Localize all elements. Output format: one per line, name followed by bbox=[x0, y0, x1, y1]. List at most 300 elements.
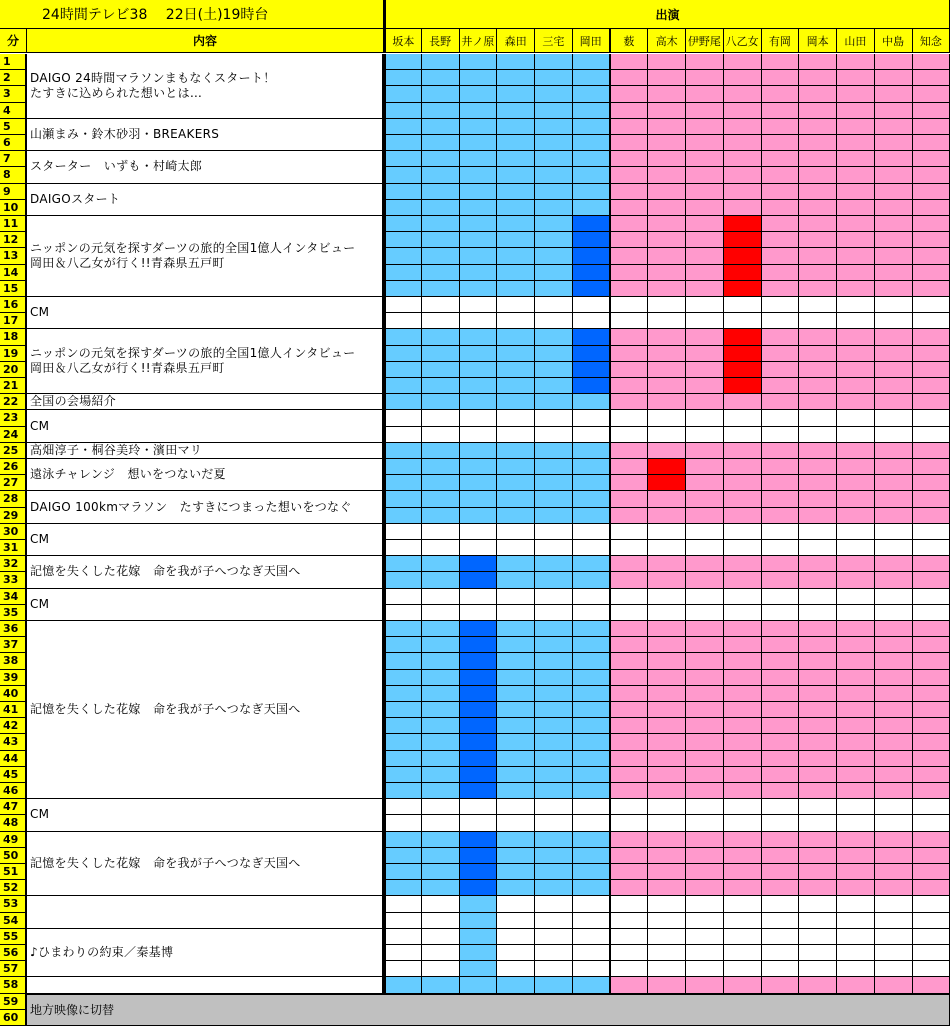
minute-label: 22 bbox=[0, 394, 27, 410]
schedule-cell bbox=[837, 524, 875, 540]
schedule-cell bbox=[573, 346, 611, 362]
schedule-cell bbox=[724, 475, 762, 491]
schedule-cell bbox=[422, 783, 460, 799]
schedule-cell bbox=[384, 864, 422, 880]
schedule-cell bbox=[460, 151, 498, 167]
schedule-cell bbox=[384, 621, 422, 637]
schedule-cell bbox=[611, 864, 649, 880]
segment-content: DAIGOスタート bbox=[27, 184, 384, 216]
schedule-cell bbox=[573, 718, 611, 734]
minute-label: 29 bbox=[0, 508, 27, 524]
schedule-cell bbox=[875, 70, 913, 86]
schedule-cell bbox=[497, 670, 535, 686]
schedule-cell bbox=[422, 977, 460, 993]
schedule-cell bbox=[686, 815, 724, 831]
schedule-cell bbox=[913, 281, 950, 297]
schedule-cell bbox=[762, 686, 800, 702]
schedule-cell bbox=[762, 410, 800, 426]
schedule-cell bbox=[837, 734, 875, 750]
schedule-cell bbox=[422, 556, 460, 572]
schedule-cell bbox=[686, 443, 724, 459]
schedule-cell bbox=[535, 54, 573, 70]
schedule-cell bbox=[384, 491, 422, 507]
schedule-cell bbox=[762, 880, 800, 896]
schedule-cell bbox=[762, 70, 800, 86]
schedule-cell bbox=[573, 167, 611, 183]
schedule-cell bbox=[837, 605, 875, 621]
schedule-cell bbox=[497, 313, 535, 329]
schedule-cell bbox=[875, 200, 913, 216]
schedule-cell bbox=[799, 167, 837, 183]
schedule-cell bbox=[535, 119, 573, 135]
minute-label: 54 bbox=[0, 913, 27, 929]
schedule-cell bbox=[837, 540, 875, 556]
schedule-cell bbox=[611, 54, 649, 70]
schedule-cell bbox=[573, 961, 611, 977]
schedule-cell bbox=[384, 945, 422, 961]
schedule-cell bbox=[913, 346, 950, 362]
schedule-cell bbox=[422, 929, 460, 945]
schedule-cell bbox=[497, 686, 535, 702]
schedule-cell bbox=[875, 459, 913, 475]
schedule-cell bbox=[460, 524, 498, 540]
schedule-cell bbox=[460, 913, 498, 929]
schedule-cell bbox=[611, 637, 649, 653]
segment-content: 山瀬まみ・鈴木砂羽・BREAKERS bbox=[27, 119, 384, 151]
schedule-cell bbox=[799, 799, 837, 815]
schedule-cell bbox=[535, 589, 573, 605]
schedule-cell bbox=[875, 184, 913, 200]
schedule-cell bbox=[837, 670, 875, 686]
schedule-cell bbox=[535, 605, 573, 621]
schedule-cell bbox=[913, 378, 950, 394]
schedule-cell bbox=[611, 70, 649, 86]
schedule-cell bbox=[837, 589, 875, 605]
schedule-cell bbox=[837, 864, 875, 880]
schedule-cell bbox=[573, 103, 611, 119]
schedule-cell bbox=[460, 167, 498, 183]
minute-label: 9 bbox=[0, 184, 27, 200]
schedule-cell bbox=[837, 961, 875, 977]
schedule-cell bbox=[648, 313, 686, 329]
schedule-cell bbox=[497, 653, 535, 669]
schedule-cell bbox=[535, 378, 573, 394]
schedule-cell bbox=[648, 767, 686, 783]
schedule-cell bbox=[762, 167, 800, 183]
schedule-cell bbox=[535, 556, 573, 572]
schedule-cell bbox=[422, 297, 460, 313]
schedule-cell bbox=[762, 961, 800, 977]
schedule-cell bbox=[724, 524, 762, 540]
performer-header: 伊野尾 bbox=[686, 29, 724, 53]
minute-label: 41 bbox=[0, 702, 27, 718]
schedule-cell bbox=[460, 119, 498, 135]
schedule-cell bbox=[875, 961, 913, 977]
schedule-cell bbox=[611, 346, 649, 362]
schedule-cell bbox=[724, 961, 762, 977]
schedule-cell bbox=[460, 216, 498, 232]
schedule-cell bbox=[724, 637, 762, 653]
schedule-cell bbox=[611, 783, 649, 799]
schedule-cell bbox=[422, 734, 460, 750]
schedule-cell bbox=[875, 621, 913, 637]
schedule-cell bbox=[573, 767, 611, 783]
schedule-cell bbox=[837, 216, 875, 232]
schedule-cell bbox=[611, 880, 649, 896]
schedule-cell bbox=[422, 686, 460, 702]
schedule-cell bbox=[686, 799, 724, 815]
schedule-cell bbox=[913, 216, 950, 232]
schedule-cell bbox=[762, 443, 800, 459]
schedule-cell bbox=[762, 232, 800, 248]
schedule-cell bbox=[799, 427, 837, 443]
schedule-cell bbox=[535, 929, 573, 945]
schedule-cell bbox=[460, 832, 498, 848]
schedule-cell bbox=[837, 265, 875, 281]
schedule-cell bbox=[422, 410, 460, 426]
schedule-cell bbox=[611, 329, 649, 345]
schedule-cell bbox=[875, 637, 913, 653]
schedule-cell bbox=[724, 378, 762, 394]
schedule-cell bbox=[686, 378, 724, 394]
schedule-cell bbox=[648, 880, 686, 896]
schedule-cell bbox=[384, 151, 422, 167]
schedule-cell bbox=[648, 297, 686, 313]
schedule-cell bbox=[913, 200, 950, 216]
schedule-cell bbox=[497, 524, 535, 540]
schedule-cell bbox=[384, 896, 422, 912]
schedule-cell bbox=[497, 880, 535, 896]
schedule-cell bbox=[799, 329, 837, 345]
schedule-cell bbox=[384, 589, 422, 605]
schedule-cell bbox=[724, 362, 762, 378]
schedule-cell bbox=[724, 670, 762, 686]
schedule-cell bbox=[686, 86, 724, 102]
schedule-cell bbox=[422, 832, 460, 848]
schedule-cell bbox=[611, 167, 649, 183]
schedule-cell bbox=[535, 815, 573, 831]
minute-label: 17 bbox=[0, 313, 27, 329]
schedule-cell bbox=[611, 119, 649, 135]
minute-label: 36 bbox=[0, 621, 27, 637]
schedule-cell bbox=[837, 913, 875, 929]
schedule-cell bbox=[762, 832, 800, 848]
schedule-cell bbox=[497, 718, 535, 734]
schedule-cell bbox=[724, 751, 762, 767]
schedule-cell bbox=[384, 265, 422, 281]
schedule-cell bbox=[384, 783, 422, 799]
schedule-cell bbox=[460, 605, 498, 621]
schedule-cell bbox=[724, 313, 762, 329]
schedule-cell bbox=[497, 864, 535, 880]
schedule-cell bbox=[460, 232, 498, 248]
schedule-cell bbox=[762, 702, 800, 718]
schedule-cell bbox=[799, 524, 837, 540]
schedule-cell bbox=[648, 783, 686, 799]
schedule-cell bbox=[611, 475, 649, 491]
schedule-cell bbox=[422, 653, 460, 669]
schedule-cell bbox=[913, 475, 950, 491]
schedule-cell bbox=[837, 119, 875, 135]
schedule-cell bbox=[686, 556, 724, 572]
schedule-cell bbox=[497, 637, 535, 653]
schedule-cell bbox=[535, 832, 573, 848]
schedule-cell bbox=[535, 524, 573, 540]
schedule-cell bbox=[875, 799, 913, 815]
schedule-cell bbox=[799, 491, 837, 507]
minute-label: 21 bbox=[0, 378, 27, 394]
schedule-cell bbox=[799, 281, 837, 297]
schedule-cell bbox=[686, 54, 724, 70]
schedule-cell bbox=[762, 135, 800, 151]
schedule-cell bbox=[686, 313, 724, 329]
schedule-cell bbox=[799, 637, 837, 653]
schedule-cell bbox=[799, 184, 837, 200]
schedule-cell bbox=[611, 86, 649, 102]
minute-label: 45 bbox=[0, 767, 27, 783]
schedule-cell bbox=[837, 929, 875, 945]
schedule-cell bbox=[762, 540, 800, 556]
minute-label: 59 bbox=[0, 994, 27, 1010]
schedule-cell bbox=[686, 103, 724, 119]
schedule-cell bbox=[384, 329, 422, 345]
segment-content: CM bbox=[27, 410, 384, 442]
schedule-cell bbox=[913, 767, 950, 783]
schedule-cell bbox=[422, 848, 460, 864]
schedule-cell bbox=[875, 475, 913, 491]
schedule-cell bbox=[535, 297, 573, 313]
schedule-cell bbox=[535, 734, 573, 750]
schedule-cell bbox=[875, 718, 913, 734]
performer-header: 山田 bbox=[837, 29, 875, 53]
schedule-cell bbox=[913, 977, 950, 993]
schedule-cell bbox=[799, 734, 837, 750]
schedule-cell bbox=[913, 394, 950, 410]
schedule-cell bbox=[762, 848, 800, 864]
schedule-cell bbox=[648, 443, 686, 459]
schedule-cell bbox=[497, 281, 535, 297]
schedule-cell bbox=[724, 832, 762, 848]
schedule-cell bbox=[799, 313, 837, 329]
schedule-cell bbox=[384, 540, 422, 556]
schedule-cell bbox=[875, 54, 913, 70]
schedule-cell bbox=[875, 265, 913, 281]
schedule-cell bbox=[837, 184, 875, 200]
schedule-cell bbox=[535, 248, 573, 264]
performer-header: 中島 bbox=[875, 29, 913, 53]
schedule-cell bbox=[724, 346, 762, 362]
schedule-cell bbox=[648, 103, 686, 119]
schedule-cell bbox=[384, 362, 422, 378]
schedule-cell bbox=[460, 977, 498, 993]
schedule-cell bbox=[535, 767, 573, 783]
schedule-cell bbox=[799, 783, 837, 799]
schedule-cell bbox=[384, 216, 422, 232]
schedule-cell bbox=[648, 232, 686, 248]
schedule-cell bbox=[913, 896, 950, 912]
schedule-cell bbox=[762, 751, 800, 767]
schedule-cell bbox=[837, 491, 875, 507]
schedule-cell bbox=[384, 248, 422, 264]
schedule-cell bbox=[762, 378, 800, 394]
schedule-cell bbox=[497, 572, 535, 588]
schedule-cell bbox=[497, 621, 535, 637]
schedule-cell bbox=[799, 362, 837, 378]
schedule-cell bbox=[686, 216, 724, 232]
schedule-cell bbox=[724, 653, 762, 669]
schedule-cell bbox=[384, 605, 422, 621]
schedule-cell bbox=[837, 637, 875, 653]
schedule-cell bbox=[422, 378, 460, 394]
minute-label: 35 bbox=[0, 605, 27, 621]
schedule-cell bbox=[573, 637, 611, 653]
schedule-cell bbox=[422, 718, 460, 734]
schedule-cell bbox=[535, 265, 573, 281]
schedule-cell bbox=[573, 572, 611, 588]
schedule-cell bbox=[384, 103, 422, 119]
schedule-cell bbox=[611, 670, 649, 686]
schedule-cell bbox=[384, 556, 422, 572]
schedule-cell bbox=[799, 864, 837, 880]
schedule-cell bbox=[799, 945, 837, 961]
schedule-cell bbox=[460, 767, 498, 783]
schedule-cell bbox=[460, 200, 498, 216]
minute-label: 49 bbox=[0, 832, 27, 848]
schedule-cell bbox=[724, 718, 762, 734]
minute-label: 43 bbox=[0, 734, 27, 750]
schedule-cell bbox=[799, 475, 837, 491]
schedule-cell bbox=[384, 86, 422, 102]
schedule-cell bbox=[686, 880, 724, 896]
schedule-cell bbox=[913, 313, 950, 329]
schedule-cell bbox=[422, 896, 460, 912]
schedule-cell bbox=[573, 556, 611, 572]
schedule-cell bbox=[837, 896, 875, 912]
schedule-cell bbox=[648, 427, 686, 443]
schedule-cell bbox=[384, 572, 422, 588]
schedule-cell bbox=[384, 281, 422, 297]
schedule-cell bbox=[497, 815, 535, 831]
schedule-cell bbox=[686, 410, 724, 426]
minute-label: 25 bbox=[0, 443, 27, 459]
schedule-cell bbox=[535, 864, 573, 880]
schedule-cell bbox=[460, 751, 498, 767]
schedule-cell bbox=[384, 929, 422, 945]
schedule-cell bbox=[875, 297, 913, 313]
schedule-cell bbox=[724, 540, 762, 556]
schedule-cell bbox=[875, 589, 913, 605]
schedule-cell bbox=[913, 297, 950, 313]
schedule-cell bbox=[648, 394, 686, 410]
schedule-cell bbox=[460, 281, 498, 297]
schedule-cell bbox=[422, 265, 460, 281]
minute-label: 28 bbox=[0, 491, 27, 507]
schedule-cell bbox=[611, 216, 649, 232]
schedule-cell bbox=[762, 362, 800, 378]
schedule-cell bbox=[799, 265, 837, 281]
schedule-cell bbox=[799, 702, 837, 718]
schedule-cell bbox=[762, 394, 800, 410]
schedule-cell bbox=[460, 70, 498, 86]
schedule-cell bbox=[497, 961, 535, 977]
schedule-cell bbox=[422, 864, 460, 880]
minute-label: 6 bbox=[0, 135, 27, 151]
schedule-cell bbox=[422, 799, 460, 815]
schedule-cell bbox=[724, 70, 762, 86]
schedule-cell bbox=[573, 783, 611, 799]
schedule-cell bbox=[611, 540, 649, 556]
schedule-cell bbox=[573, 54, 611, 70]
schedule-cell bbox=[648, 167, 686, 183]
schedule-cell bbox=[913, 572, 950, 588]
schedule-cell bbox=[384, 686, 422, 702]
schedule-cell bbox=[837, 54, 875, 70]
schedule-cell bbox=[724, 734, 762, 750]
schedule-cell bbox=[535, 718, 573, 734]
schedule-cell bbox=[913, 248, 950, 264]
schedule-cell bbox=[460, 637, 498, 653]
schedule-cell bbox=[837, 248, 875, 264]
schedule-cell bbox=[611, 556, 649, 572]
schedule-cell bbox=[875, 508, 913, 524]
schedule-cell bbox=[611, 848, 649, 864]
schedule-cell bbox=[648, 670, 686, 686]
schedule-cell bbox=[686, 427, 724, 443]
schedule-cell bbox=[875, 686, 913, 702]
schedule-cell bbox=[497, 767, 535, 783]
schedule-cell bbox=[648, 70, 686, 86]
schedule-cell bbox=[875, 767, 913, 783]
schedule-cell bbox=[384, 880, 422, 896]
schedule-cell bbox=[460, 540, 498, 556]
minute-label: 27 bbox=[0, 475, 27, 491]
schedule-cell bbox=[837, 572, 875, 588]
schedule-cell bbox=[422, 248, 460, 264]
schedule-cell bbox=[686, 248, 724, 264]
minute-label: 46 bbox=[0, 783, 27, 799]
schedule-cell bbox=[384, 913, 422, 929]
schedule-cell bbox=[422, 281, 460, 297]
schedule-cell bbox=[686, 459, 724, 475]
schedule-cell bbox=[686, 119, 724, 135]
segment-content: CM bbox=[27, 297, 384, 329]
schedule-cell bbox=[460, 961, 498, 977]
schedule-cell bbox=[497, 103, 535, 119]
schedule-cell bbox=[611, 718, 649, 734]
schedule-cell bbox=[611, 265, 649, 281]
schedule-cell bbox=[724, 443, 762, 459]
schedule-cell bbox=[875, 734, 913, 750]
schedule-cell bbox=[686, 167, 724, 183]
segment-content: DAIGO 24時間マラソンまもなくスタート！ たすきに込められた想いとは… bbox=[27, 54, 384, 119]
schedule-cell bbox=[686, 621, 724, 637]
schedule-cell bbox=[611, 961, 649, 977]
schedule-cell bbox=[913, 151, 950, 167]
schedule-cell bbox=[724, 394, 762, 410]
schedule-cell bbox=[837, 297, 875, 313]
schedule-cell bbox=[799, 151, 837, 167]
schedule-cell bbox=[875, 86, 913, 102]
schedule-cell bbox=[422, 200, 460, 216]
schedule-cell bbox=[762, 913, 800, 929]
schedule-cell bbox=[611, 151, 649, 167]
schedule-cell bbox=[573, 491, 611, 507]
schedule-cell bbox=[799, 410, 837, 426]
schedule-cell bbox=[573, 200, 611, 216]
schedule-cell bbox=[422, 815, 460, 831]
schedule-cell bbox=[422, 54, 460, 70]
performer-header: 長野 bbox=[422, 29, 460, 53]
